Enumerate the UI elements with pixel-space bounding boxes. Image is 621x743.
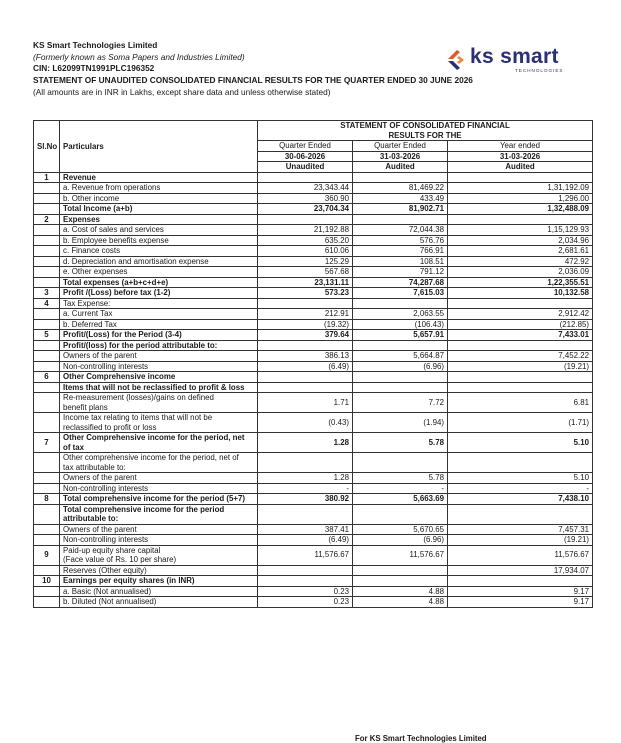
group-title-line1: STATEMENT OF CONSOLIDATED FINANCIAL xyxy=(258,121,593,131)
row-value-col1: 610.06 xyxy=(258,246,353,257)
row-slno xyxy=(34,535,60,546)
row-value-col1: 0.23 xyxy=(258,586,353,597)
table-row xyxy=(34,361,593,372)
row-slno xyxy=(34,473,60,484)
row-slno: 9 xyxy=(34,545,60,565)
row-value-col2: 766.91 xyxy=(353,246,448,257)
row-value-col2: 2,063.55 xyxy=(353,309,448,320)
particulars-header: Particulars xyxy=(60,121,258,173)
table-row xyxy=(34,597,593,608)
row-value-col2: 81,469.22 xyxy=(353,183,448,194)
table-row xyxy=(34,309,593,320)
row-particular: Revenue xyxy=(60,172,258,183)
row-value-col3: 11,576.67 xyxy=(448,545,593,565)
row-particular: Owners of the parent xyxy=(60,524,258,535)
row-value-col3: 17,934.07 xyxy=(448,565,593,576)
row-particular-line: Paid-up equity share capital xyxy=(63,545,161,555)
logo-wordmark: ks smart xyxy=(470,45,559,68)
row-slno xyxy=(34,453,60,473)
row-value-col2: 11,576.67 xyxy=(353,545,448,565)
row-particular: a. Revenue from operations xyxy=(60,183,258,194)
row-value-col3: 1,22,355.51 xyxy=(448,277,593,288)
row-slno xyxy=(34,361,60,372)
row-value-col1 xyxy=(258,453,353,473)
table-row xyxy=(34,183,593,194)
row-value-col3: 5.10 xyxy=(448,473,593,484)
row-value-col3: 7,452.22 xyxy=(448,351,593,362)
row-value-col2: 81,902.71 xyxy=(353,204,448,215)
table-row xyxy=(34,267,593,278)
row-value-col1: 386.13 xyxy=(258,351,353,362)
row-value-col3: (19.21) xyxy=(448,361,593,372)
row-particular: b. Diluted (Not annualised) xyxy=(60,597,258,608)
row-slno: 5 xyxy=(34,330,60,341)
row-slno xyxy=(34,351,60,362)
row-slno xyxy=(34,256,60,267)
row-value-col2 xyxy=(353,576,448,587)
table-row xyxy=(34,214,593,225)
row-particular: Earnings per equity shares (in INR) xyxy=(60,576,258,587)
row-particular: c. Finance costs xyxy=(60,246,258,257)
row-value-col1: 125.29 xyxy=(258,256,353,267)
row-value-col3: 5.10 xyxy=(448,433,593,453)
row-particular-line: Other comprehensive income for the period, net of xyxy=(63,453,239,462)
row-value-col2: 5,657.91 xyxy=(353,330,448,341)
row-particular: b. Deferred Tax xyxy=(60,319,258,330)
table-row xyxy=(34,453,593,473)
row-slno xyxy=(34,277,60,288)
row-value-col3: 472.92 xyxy=(448,256,593,267)
row-value-col1: 23,704.34 xyxy=(258,204,353,215)
table-row xyxy=(34,576,593,587)
row-particular: Total comprehensive income for the period (5+7) xyxy=(60,494,258,505)
row-value-col1: 635.20 xyxy=(258,235,353,246)
row-value-col2: 576.76 xyxy=(353,235,448,246)
table-row xyxy=(34,483,593,494)
row-value-col3: (1.71) xyxy=(448,413,593,433)
table-row xyxy=(34,298,593,309)
row-value-col2: 74,287.68 xyxy=(353,277,448,288)
row-particular: Profit/(loss) for the period attributable to: xyxy=(60,340,258,351)
row-value-col1 xyxy=(258,565,353,576)
row-slno: 4 xyxy=(34,298,60,309)
slno-header: Sl.No xyxy=(34,121,60,173)
row-value-col3: - xyxy=(448,483,593,494)
row-particular: a. Cost of sales and services xyxy=(60,225,258,236)
row-value-col1: 379.64 xyxy=(258,330,353,341)
row-value-col1: 11,576.67 xyxy=(258,545,353,565)
row-slno xyxy=(34,483,60,494)
row-value-col2 xyxy=(353,298,448,309)
table-row xyxy=(34,225,593,236)
row-value-col2: 5,664.87 xyxy=(353,351,448,362)
row-particular: b. Other income xyxy=(60,193,258,204)
row-value-col1: (6.49) xyxy=(258,361,353,372)
row-value-col2: 5,670.65 xyxy=(353,524,448,535)
row-value-col1: (0.43) xyxy=(258,413,353,433)
table-row xyxy=(34,330,593,341)
row-value-col2: (106.43) xyxy=(353,319,448,330)
row-value-col3: 2,034.96 xyxy=(448,235,593,246)
row-particular: Tax Expense: xyxy=(60,298,258,309)
row-particular: Owners of the parent xyxy=(60,351,258,362)
row-particular: Non-controlling interests xyxy=(60,535,258,546)
table-head xyxy=(34,121,593,173)
table-row xyxy=(34,545,593,565)
row-slno xyxy=(34,225,60,236)
row-value-col1 xyxy=(258,372,353,383)
row-value-col3 xyxy=(448,453,593,473)
row-value-col3: 2,681.61 xyxy=(448,246,593,257)
col3-period: Year ended xyxy=(448,141,593,152)
row-value-col1: 1.28 xyxy=(258,433,353,453)
row-value-col1: 380.92 xyxy=(258,494,353,505)
row-value-col1: 1.28 xyxy=(258,473,353,484)
row-slno xyxy=(34,586,60,597)
row-value-col1: 387.41 xyxy=(258,524,353,535)
row-particular-line: Total comprehensive income for the period xyxy=(63,504,225,514)
row-value-col1 xyxy=(258,172,353,183)
row-slno xyxy=(34,413,60,433)
row-slno xyxy=(34,319,60,330)
row-particular: Profit/(Loss) for the Period (3-4) xyxy=(60,330,258,341)
row-slno xyxy=(34,382,60,393)
col1-date: 30-06-2026 xyxy=(258,151,353,162)
row-value-col2: 433.49 xyxy=(353,193,448,204)
amounts-note: (All amounts are in INR in Lakhs, except share data and unless otherwise stated) xyxy=(33,86,331,97)
row-value-col3: (19.21) xyxy=(448,535,593,546)
row-value-col2: 72,044.38 xyxy=(353,225,448,236)
row-particular xyxy=(60,393,258,413)
table-row xyxy=(34,288,593,299)
row-particular xyxy=(60,545,258,565)
row-value-col2: (6.96) xyxy=(353,361,448,372)
table-row xyxy=(34,351,593,362)
row-value-col3 xyxy=(448,340,593,351)
row-value-col3 xyxy=(448,382,593,393)
row-value-col1: 212.91 xyxy=(258,309,353,320)
row-particular-line: Income tax relating to items that will not be xyxy=(63,413,213,422)
col3-date: 31-03-2026 xyxy=(448,151,593,162)
row-value-col2: 5,663.69 xyxy=(353,494,448,505)
row-value-col2: (1.94) xyxy=(353,413,448,433)
table-row xyxy=(34,277,593,288)
row-value-col3: 9.17 xyxy=(448,597,593,608)
row-value-col1 xyxy=(258,382,353,393)
row-value-col1: - xyxy=(258,483,353,494)
table-body xyxy=(34,172,593,607)
row-value-col3: 7,438.10 xyxy=(448,494,593,505)
table-row xyxy=(34,504,593,524)
row-value-col2: 4.88 xyxy=(353,597,448,608)
row-slno: 3 xyxy=(34,288,60,299)
financial-results-table xyxy=(33,120,593,608)
row-value-col1: 0.23 xyxy=(258,597,353,608)
row-value-col3 xyxy=(448,172,593,183)
row-value-col2 xyxy=(353,340,448,351)
table-row xyxy=(34,172,593,183)
row-particular: Items that will not be reclassified to profit & loss xyxy=(60,382,258,393)
table-row xyxy=(34,246,593,257)
col2-date: 31-03-2026 xyxy=(353,151,448,162)
col3-status: Audited xyxy=(448,162,593,173)
row-value-col2 xyxy=(353,565,448,576)
table-row xyxy=(34,235,593,246)
table-row xyxy=(34,433,593,453)
row-slno xyxy=(34,597,60,608)
row-value-col1 xyxy=(258,214,353,225)
row-slno: 7 xyxy=(34,433,60,453)
table-row xyxy=(34,565,593,576)
row-particular-line: benefit plans xyxy=(63,402,108,412)
row-particular-line: of tax xyxy=(63,442,85,452)
row-particular-line: attributable to: xyxy=(63,514,119,523)
row-particular xyxy=(60,413,258,433)
row-particular-line: reclassified to profit or loss xyxy=(63,422,157,432)
row-value-col2: 7.72 xyxy=(353,393,448,413)
row-particular: Non-controlling interests xyxy=(60,361,258,372)
row-particular xyxy=(60,433,258,453)
row-slno: 1 xyxy=(34,172,60,183)
row-value-col2: 5.78 xyxy=(353,433,448,453)
row-particular: d. Depreciation and amortisation expense xyxy=(60,256,258,267)
row-value-col3: 2,036.09 xyxy=(448,267,593,278)
row-value-col1: 360.90 xyxy=(258,193,353,204)
row-slno xyxy=(34,309,60,320)
row-slno: 8 xyxy=(34,494,60,505)
row-particular: b. Employee benefits expense xyxy=(60,235,258,246)
row-particular-line: (Face value of Rs. 10 per share) xyxy=(63,555,177,564)
row-particular: Expenses xyxy=(60,214,258,225)
row-particular-line: Other Comprehensive income for the period, net xyxy=(63,433,245,442)
row-value-col2 xyxy=(353,504,448,524)
row-particular: Non-controlling interests xyxy=(60,483,258,494)
table-row xyxy=(34,319,593,330)
row-value-col2: 7,615.03 xyxy=(353,288,448,299)
row-slno xyxy=(34,193,60,204)
table-row xyxy=(34,393,593,413)
row-value-col2 xyxy=(353,453,448,473)
row-value-col2 xyxy=(353,214,448,225)
row-value-col3 xyxy=(448,504,593,524)
row-value-col3: 1,32,488.09 xyxy=(448,204,593,215)
row-value-col3 xyxy=(448,298,593,309)
logo-tagline: TECHNOLOGIES xyxy=(515,68,564,73)
row-particular: Total expenses (a+b+c+d+e) xyxy=(60,277,258,288)
row-value-col1 xyxy=(258,504,353,524)
row-particular: Owners of the parent xyxy=(60,473,258,484)
row-slno xyxy=(34,204,60,215)
row-value-col3 xyxy=(448,576,593,587)
row-slno xyxy=(34,393,60,413)
row-particular xyxy=(60,453,258,473)
row-value-col3: 1,296.00 xyxy=(448,193,593,204)
row-particular: a. Basic (Not annualised) xyxy=(60,586,258,597)
table-row xyxy=(34,413,593,433)
row-value-col2 xyxy=(353,172,448,183)
company-name: KS Smart Technologies Limited xyxy=(33,40,158,50)
row-value-col2: 4.88 xyxy=(353,586,448,597)
row-value-col3 xyxy=(448,372,593,383)
row-value-col2: 791.12 xyxy=(353,267,448,278)
row-slno: 10 xyxy=(34,576,60,587)
row-particular: Profit /(Loss) before tax (1-2) xyxy=(60,288,258,299)
row-value-col3 xyxy=(448,214,593,225)
row-particular: Reserves (Other equity) xyxy=(60,565,258,576)
row-value-col1 xyxy=(258,298,353,309)
row-slno xyxy=(34,340,60,351)
row-value-col1: 23,343.44 xyxy=(258,183,353,194)
table-row xyxy=(34,382,593,393)
group-title-line2: RESULTS FOR THE xyxy=(258,131,593,141)
row-value-col1: 23,131.11 xyxy=(258,277,353,288)
row-value-col3: 1,15,129.93 xyxy=(448,225,593,236)
row-slno xyxy=(34,504,60,524)
col1-period: Quarter Ended xyxy=(258,141,353,152)
table-row xyxy=(34,256,593,267)
row-value-col1 xyxy=(258,340,353,351)
table-row xyxy=(34,372,593,383)
row-particular xyxy=(60,504,258,524)
logo-mark-icon xyxy=(444,48,468,72)
table-row xyxy=(34,535,593,546)
row-value-col2: 5.78 xyxy=(353,473,448,484)
row-value-col1: 567.68 xyxy=(258,267,353,278)
row-particular: a. Current Tax xyxy=(60,309,258,320)
former-name: (Formerly known as Soma Papers and Industries Limited) xyxy=(33,51,245,62)
row-particular: Other Comprehensive income xyxy=(60,372,258,383)
table-row xyxy=(34,586,593,597)
row-particular-line: Re-measurement (losses)/gains on defined xyxy=(63,393,214,402)
row-value-col3: 10,132.58 xyxy=(448,288,593,299)
row-value-col1 xyxy=(258,576,353,587)
row-value-col1: 573.23 xyxy=(258,288,353,299)
row-value-col3: 9.17 xyxy=(448,586,593,597)
table-row xyxy=(34,524,593,535)
row-value-col1: (6.49) xyxy=(258,535,353,546)
row-value-col3: 6.81 xyxy=(448,393,593,413)
row-slno: 6 xyxy=(34,372,60,383)
row-slno xyxy=(34,183,60,194)
table-row xyxy=(34,473,593,484)
row-value-col3: 7,433.01 xyxy=(448,330,593,341)
row-value-col2: (6.96) xyxy=(353,535,448,546)
col2-period: Quarter Ended xyxy=(353,141,448,152)
row-slno xyxy=(34,235,60,246)
statement-title: STATEMENT OF UNAUDITED CONSOLIDATED FINANCIAL RESULTS FOR THE QUARTER ENDED 30 JUNE 2026 xyxy=(33,75,473,86)
row-value-col3: 2,912.42 xyxy=(448,309,593,320)
row-slno: 2 xyxy=(34,214,60,225)
row-slno xyxy=(34,246,60,257)
row-slno xyxy=(34,267,60,278)
row-value-col2: 108.51 xyxy=(353,256,448,267)
table-row xyxy=(34,494,593,505)
row-slno xyxy=(34,524,60,535)
table-row xyxy=(34,204,593,215)
company-logo xyxy=(444,46,594,76)
row-particular: e. Other expenses xyxy=(60,267,258,278)
row-value-col2: - xyxy=(353,483,448,494)
row-particular: Total Income (a+b) xyxy=(60,204,258,215)
table-row xyxy=(34,340,593,351)
table-row xyxy=(34,193,593,204)
row-value-col3: 1,31,192.09 xyxy=(448,183,593,194)
cin-number: CIN: L62099TN1991PLC196352 xyxy=(33,63,155,74)
row-slno xyxy=(34,565,60,576)
row-particular-line: tax attributable to: xyxy=(63,462,126,472)
row-value-col3: (212.85) xyxy=(448,319,593,330)
col2-status: Audited xyxy=(353,162,448,173)
row-value-col3: 7,457.31 xyxy=(448,524,593,535)
row-value-col1: (19.32) xyxy=(258,319,353,330)
row-value-col2 xyxy=(353,372,448,383)
row-value-col1: 21,192.88 xyxy=(258,225,353,236)
row-value-col2 xyxy=(353,382,448,393)
row-value-col1: 1.71 xyxy=(258,393,353,413)
signoff-text: For KS Smart Technologies Limited xyxy=(355,734,487,743)
col1-status: Unaudited xyxy=(258,162,353,173)
